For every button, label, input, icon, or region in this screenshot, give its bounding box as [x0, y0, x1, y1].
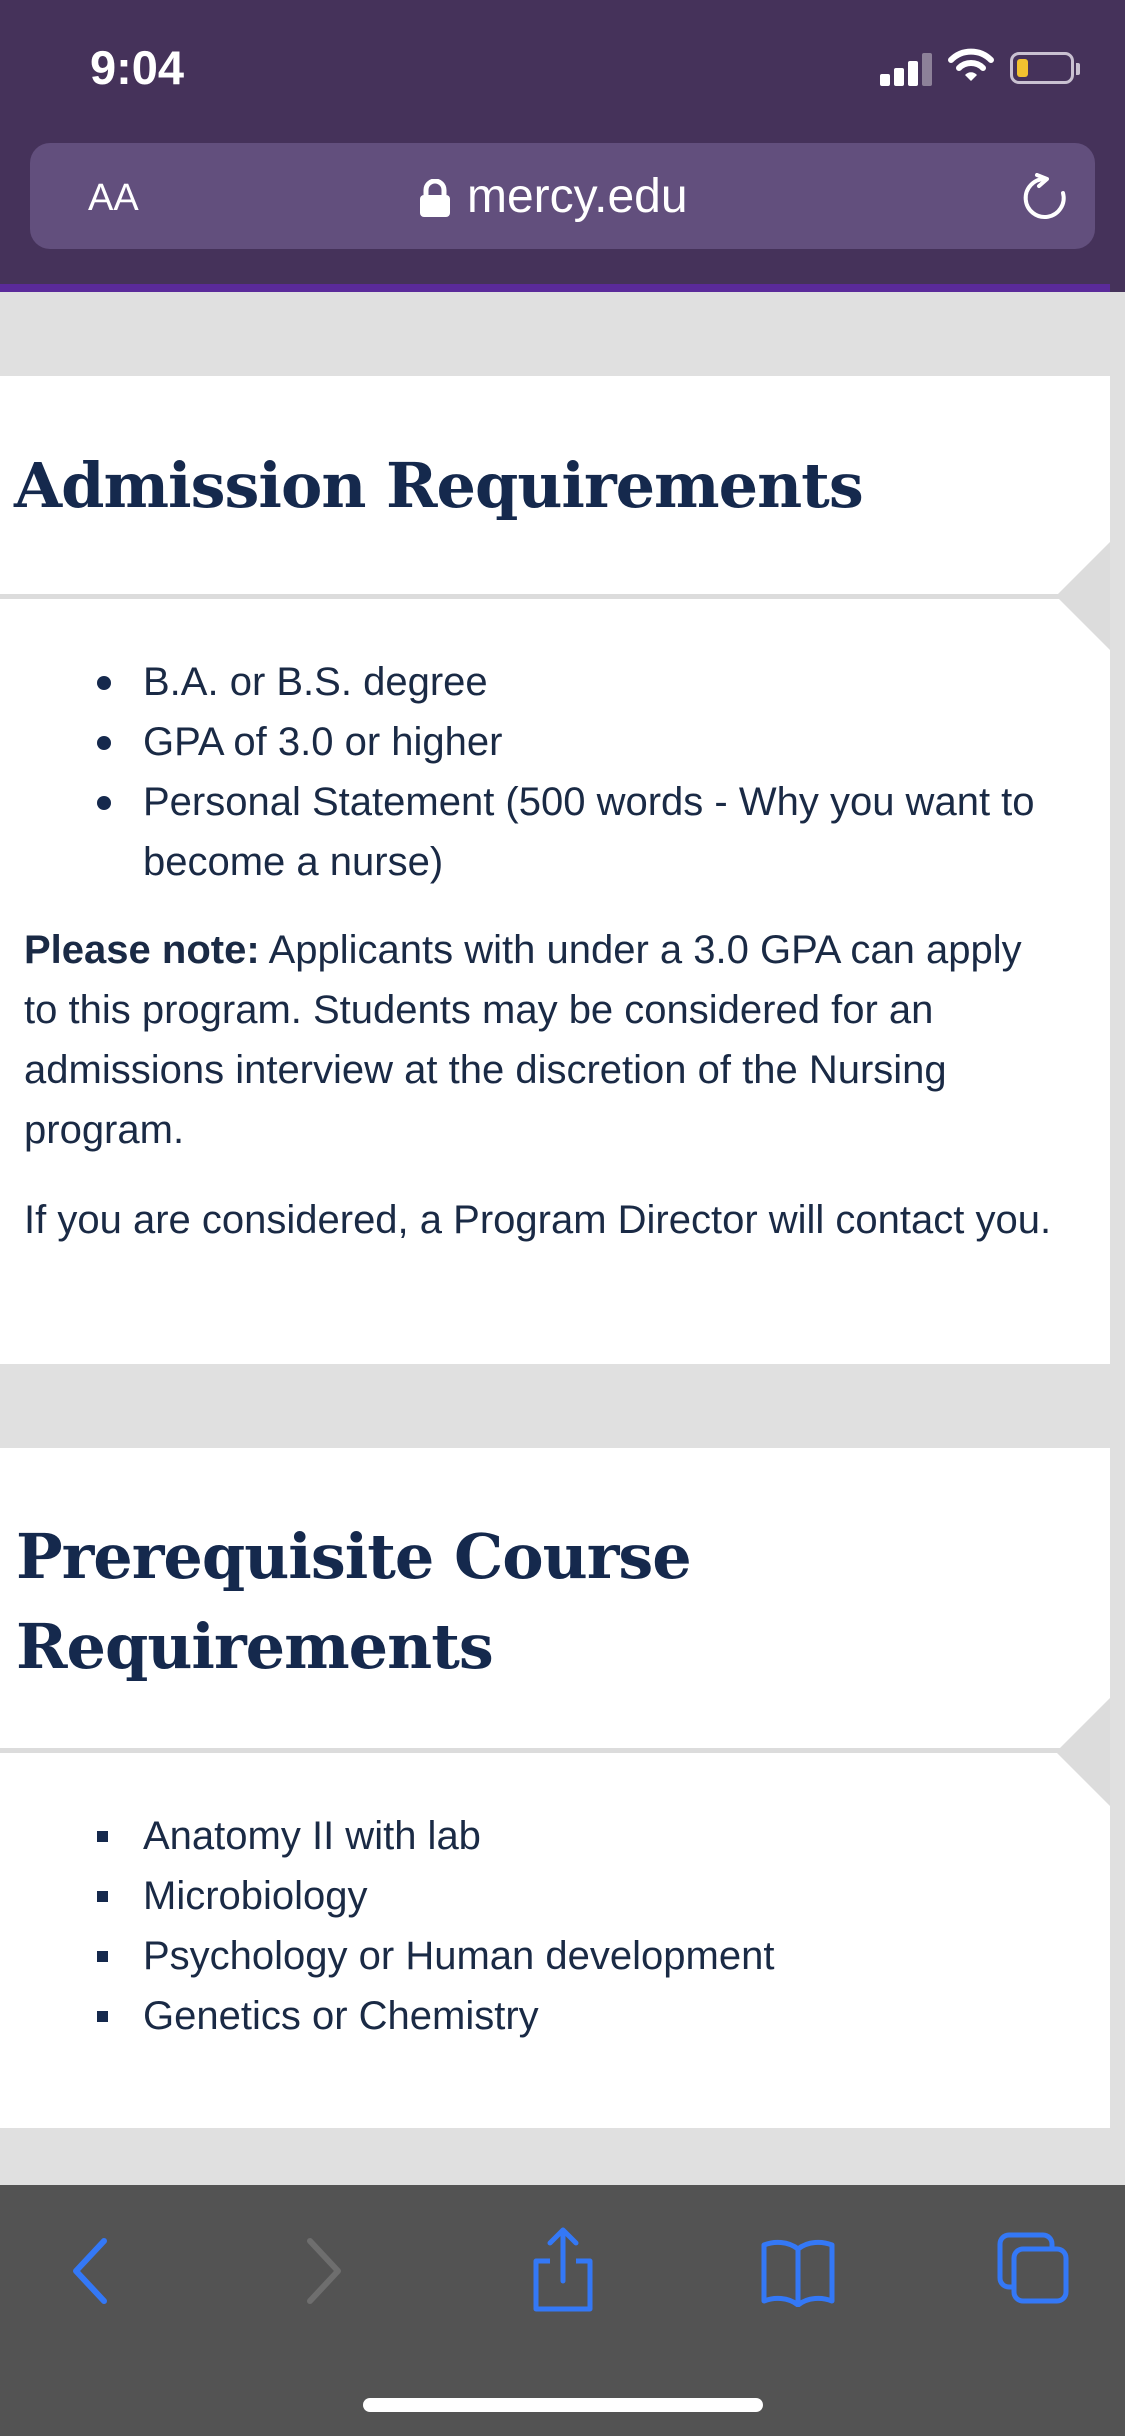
lock-icon — [418, 179, 452, 217]
please-note-text: Applicants with under a 3.0 GPA can apply to this program. Students may be considered for an admissions interview at the discretion of the Nursing program. — [24, 928, 1022, 1152]
list-item: Psychology or Human development — [0, 1926, 1080, 1986]
browser-header — [0, 0, 1125, 292]
prerequisite-requirements-section — [0, 1448, 1110, 2128]
address-bar[interactable] — [30, 143, 1095, 249]
prerequisite-requirements-header — [0, 1448, 1110, 1753]
forward-icon[interactable] — [294, 2231, 354, 2311]
section-notch — [1056, 542, 1110, 650]
list-item: Anatomy II with lab — [0, 1806, 1080, 1866]
home-indicator[interactable] — [363, 2398, 763, 2412]
list-item: Personal Statement (500 words - Why you want to become a nurse) — [0, 772, 1080, 892]
section-notch — [1056, 1698, 1110, 1806]
admission-requirements-list — [0, 652, 1080, 892]
contact-paragraph: If you are considered, a Program Director will contact you. — [24, 1198, 1052, 1242]
list-item: Genetics or Chemistry — [0, 1986, 1080, 2046]
tabs-icon[interactable] — [996, 2231, 1072, 2307]
back-icon[interactable] — [60, 2231, 120, 2311]
prerequisite-requirements-title: Prerequisite Course Requirements — [16, 1520, 691, 1683]
header-accent-line — [0, 284, 1110, 292]
admission-requirements-header — [0, 376, 1110, 599]
admission-requirements-title: Admission Requirements — [14, 449, 863, 522]
status-time: 9:04 — [90, 41, 185, 94]
battery-icon — [1010, 52, 1074, 84]
bookmarks-icon[interactable] — [760, 2237, 836, 2307]
please-note-label: Please note: — [24, 928, 260, 972]
list-item: GPA of 3.0 or higher — [0, 712, 1080, 772]
reload-icon[interactable] — [1020, 173, 1070, 223]
list-item: B.A. or B.S. degree — [0, 652, 1080, 712]
please-note-paragraph — [0, 920, 1080, 1160]
text-size-label: AA — [88, 177, 139, 219]
text-size-button[interactable] — [88, 177, 139, 220]
list-item: Microbiology — [0, 1866, 1080, 1926]
url-domain[interactable]: mercy.edu — [467, 170, 688, 223]
wifi-icon — [948, 48, 994, 84]
cellular-signal-icon — [880, 52, 936, 86]
prerequisite-list — [0, 1806, 1080, 2046]
admission-requirements-section — [0, 376, 1110, 1364]
share-icon[interactable] — [528, 2225, 598, 2315]
browser-toolbar — [0, 2185, 1125, 2436]
